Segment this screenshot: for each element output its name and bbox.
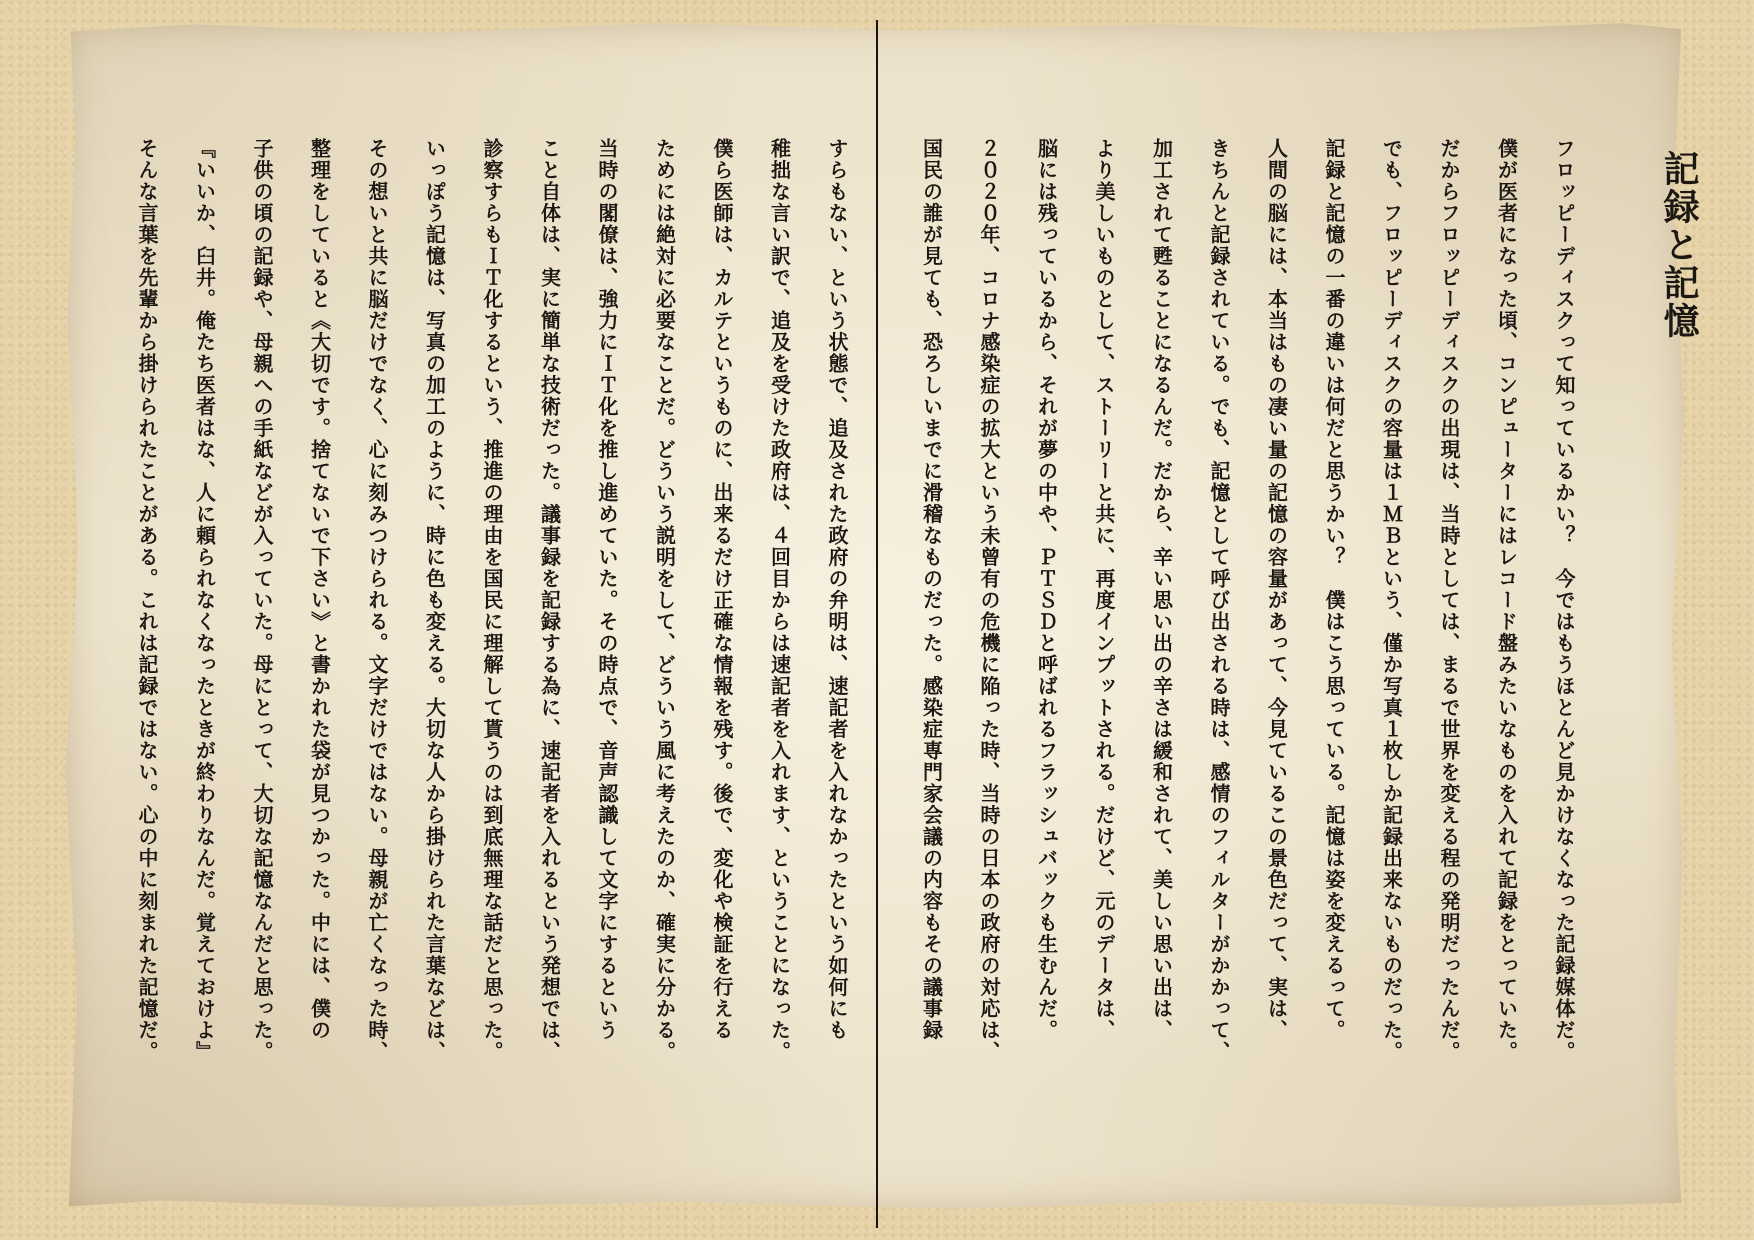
text-line: ためには絶対に必要なことだ。どういう説明をして、どういう風に考えたのか、確実に分かる。 xyxy=(652,138,677,1063)
left-page-text xyxy=(105,138,865,1208)
text-line: でも、フロッピーディスクの容量は１ＭＢという、僅か写真１枚しか記録出来ないものだった。 xyxy=(1379,138,1404,1063)
text-line: その想いと共に脳だけでなく、心に刻みつけられる。文字だけではない。母親が亡くなった時、 xyxy=(365,138,389,1063)
text-line: こと自体は、実に簡単な技術だった。議事録を記録する為に、速記者を入れるという発想では、 xyxy=(537,138,562,1063)
text-line: 当時の閣僚は、強力にＩＴ化を推し進めていた。その時点で、音声認識して文字にするという xyxy=(595,138,619,1041)
text-line: 『いいか、臼井。俺たち医者はな、人に頼られなくなったときが終わりなんだ。覚えておけよ』 xyxy=(192,138,217,1063)
text-line: 僕が医者になった頃、コンピューターにはレコード盤みたいなものを入れて記録をとっていた。 xyxy=(1494,138,1519,1063)
text-line: 国民の誰が見ても、恐ろしいまでに滑稽なものだった。感染症専門家会議の内容もその議事録 xyxy=(919,138,944,1041)
text-line: より美しいものとして、ストーリーと共に、再度インプットされる。だけど、元のデータは、 xyxy=(1092,138,1116,1041)
text-line: 僕ら医師は、カルテというものに、出来るだけ正確な情報を残す。後で、変化や検証を行える xyxy=(710,138,734,1041)
text-line: だからフロッピーディスクの出現は、当時としては、まるで世界を変える程の発明だったんだ。 xyxy=(1437,138,1461,1063)
text-line: きちんと記録されている。でも、記憶として呼び出される時は、感情のフィルターがかかって、 xyxy=(1207,138,1231,1063)
right-page-text xyxy=(898,138,1592,1208)
text-line: 記録と記憶の一番の違いは何だと思うかい？ 僕はこう思っている。記憶は姿を変えるって。 xyxy=(1322,138,1346,1041)
text-line: フロッピーディスクって知っているかい？ 今ではもうほとんど見かけなくなった記録媒体だ。 xyxy=(1552,138,1576,1063)
text-line: 整理をしていると《大切です。捨てないで下さい》と書かれた袋が見つかった。中には、僕の xyxy=(307,138,332,1041)
text-line: 診察すらもＩＴ化するという、推進の理由を国民に理解して貰うのは到底無理な話だと思った。 xyxy=(480,138,504,1063)
text-line: 稚拙な言い訳で、追及を受けた政府は、４回目からは速記者を入れます、ということになった。 xyxy=(767,138,792,1063)
page-title: 記録と記憶 xyxy=(1658,150,1701,340)
text-line: 子供の頃の記録や、母親への手紙などが入っていた。母にとって、大切な記憶なんだと思った。 xyxy=(250,138,274,1063)
text-line: 人間の脳には、本当はもの凄い量の記憶の容量があって、今見ているこの景色だって、実は、 xyxy=(1264,138,1289,1041)
text-line: 脳には残っているから、それが夢の中や、ＰＴＳＤと呼ばれるフラッシュバックも生むんだ。 xyxy=(1034,138,1059,1041)
text-line: すらもない、という状態で、追及された政府の弁明は、速記者を入れなかったという如何にも xyxy=(825,138,849,1041)
text-line: 加工されて甦ることになるんだ。だから、辛い思い出の辛さは緩和されて、美しい思い出は、 xyxy=(1149,138,1174,1041)
text-line: ２０２０年、コロナ感染症の拡大という未曾有の危機に陥った時、当時の日本の政府の対応は、 xyxy=(977,138,1001,1063)
page-divider xyxy=(876,20,878,1228)
text-line: いっぽう記憶は、写真の加工のように、時に色も変える。大切な人から掛けられた言葉などは、 xyxy=(422,138,447,1063)
text-line: そんな言葉を先輩から掛けられたことがある。これは記録ではない。心の中に刻まれた記憶だ。 xyxy=(135,138,159,1063)
